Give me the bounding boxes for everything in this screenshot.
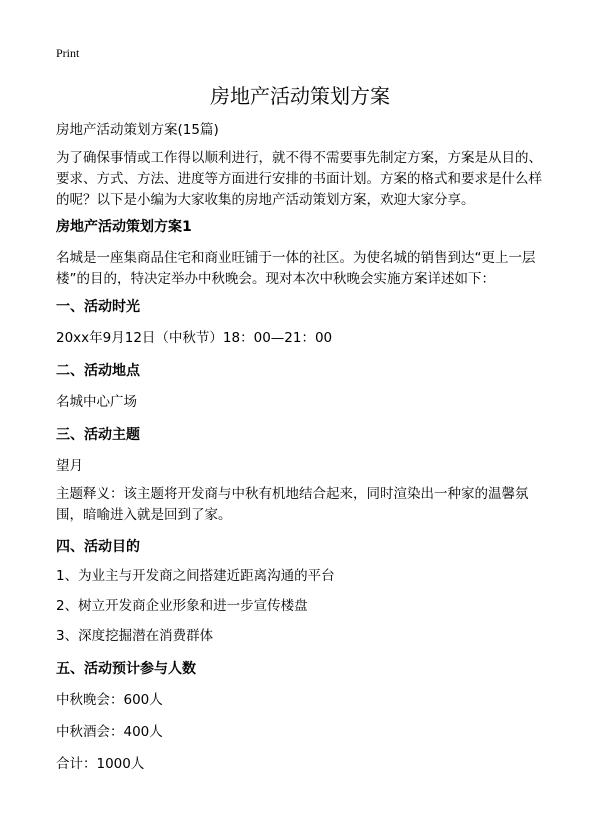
people-item: 中秋酒会：400人	[56, 724, 163, 740]
goal-item: 2、树立开发商企业形象和进一步宣传楼盘	[56, 598, 308, 614]
theme-description: 主题释义：该主题将开发商与中秋有机地结合起来，同时渲染出一种家的温馨氛围，暗喻进入就是回到了家。	[56, 486, 529, 523]
heading-time: 一、活动时光	[56, 299, 140, 315]
document-subtitle: 房地产活动策划方案(15篇)	[56, 122, 219, 138]
people-item: 合计：1000人	[56, 756, 145, 772]
section-intro-paragraph: 名城是一座集商品住宅和商业旺铺于一体的社区。为使名城的销售到达“更上一层楼”的目的，特决定举办中秋晚会。现对本次中秋晚会实施方案详述如下：	[56, 250, 536, 287]
goal-item: 3、深度挖掘潜在消费群体	[56, 628, 214, 644]
print-link[interactable]: Print	[56, 46, 80, 60]
intro-paragraph: 为了确保事情或工作得以顺利进行，就不得不需要事先制定方案，方案是从目的、要求、方式、方法、进度等方面进行安排的书面计划。方案的格式和要求是什么样的呢？以下是小编为大家收集的房地产活动策划方案，欢迎大家分享。	[56, 150, 542, 208]
people-item: 中秋晚会：600人	[56, 692, 163, 708]
event-time: 20xx年9月12日（中秋节）18：00—21：00	[56, 330, 333, 346]
heading-theme: 三、活动主题	[56, 427, 140, 443]
heading-people: 五、活动预计参与人数	[56, 661, 196, 677]
section-title: 房地产活动策划方案1	[56, 219, 192, 235]
event-theme: 望月	[56, 458, 83, 474]
heading-goal: 四、活动目的	[56, 539, 140, 555]
goal-item: 1、为业主与开发商之间搭建近距离沟通的平台	[56, 568, 335, 584]
event-place: 名城中心广场	[56, 394, 137, 410]
heading-place: 二、活动地点	[56, 363, 140, 379]
document-title: 房地产活动策划方案	[210, 84, 390, 108]
